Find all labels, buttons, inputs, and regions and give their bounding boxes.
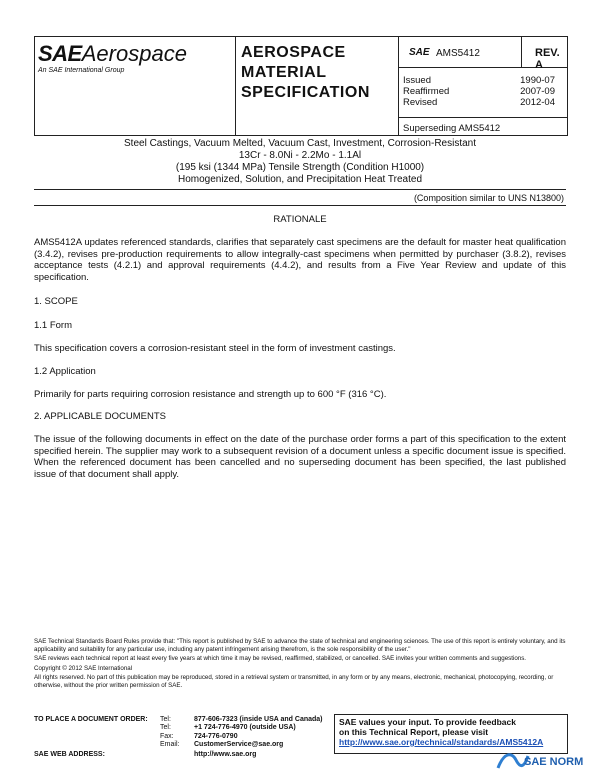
footer-rules: SAE Technical Standards Board Rules provide that: "This report is published by SAE to advance the state of technical and engineering sciences. The use of this report is entirely voluntary, and its applicability and suitability for any particular use, including any patent infringement arising therefrom, is the sole responsibility of the user."	[34, 638, 566, 653]
date-value: 1990-07	[520, 75, 555, 86]
footer-copyright: Copyright © 2012 SAE International	[34, 664, 133, 672]
email-label: Email:	[160, 741, 180, 749]
date-label: Revised	[403, 97, 438, 108]
footer-review: SAE reviews each technical report at least every five years at which time it may be revised, reaffirmed, stabilized, or cancelled. SAE invites your written comments and suggestions.	[34, 655, 527, 663]
date-label: Issued	[403, 75, 431, 86]
form-text: This specification covers a corrosion-resistant steel in the form of investment castings.	[34, 343, 396, 354]
feedback-line-2: on this Technical Report, please visit	[339, 727, 489, 737]
document-number: AMS5412	[436, 48, 480, 59]
spec-title-line-2: 13Cr - 8.0Ni - 2.2Mo - 1.1Al	[238, 150, 362, 161]
rationale-heading: RATIONALE	[273, 214, 327, 225]
fax-label: Fax:	[160, 732, 174, 740]
spec-title-line-1: Steel Castings, Vacuum Melted, Vacuum Cast, Investment, Corrosion-Resistant	[124, 138, 476, 149]
fax-value: 724-776-0790	[194, 732, 238, 740]
rationale-text: AMS5412A updates referenced standards, clarifies that separately cast specimens are the default for master heat qualification (3.4.2), revises pre-production requirements to allow integrally-cast specimens when permitted by purchaser (3.8.2), revises acceptance tests (4.2.1) and approval requirements (4.4.2), and results from a Five Year Review and update of this specification.	[34, 237, 566, 283]
specification-title	[34, 138, 566, 186]
scope-heading: 1. SCOPE	[34, 296, 78, 307]
composition-note: (Composition similar to UNS N13800)	[413, 193, 564, 203]
tel-label: Tel:	[160, 716, 171, 723]
web-label: SAE WEB ADDRESS:	[34, 751, 105, 758]
web-value[interactable]: http://www.sae.org	[194, 751, 257, 758]
applicable-documents-heading: 2. APPLICABLE DOCUMENTS	[34, 411, 166, 422]
order-label: TO PLACE A DOCUMENT ORDER:	[34, 716, 148, 723]
sae-aerospace-logo	[38, 41, 234, 74]
superseding-note: Superseding AMS5412	[403, 123, 501, 134]
application-text: Primarily for parts requiring corrosion resistance and strength up to 600 °F (316 °C).	[34, 389, 387, 400]
spec-title-line-4: Homogenized, Solution, and Precipitation Heat Treated	[177, 174, 423, 185]
document-type-title	[241, 43, 391, 103]
feedback-link[interactable]: http://www.sae.org/technical/standards/AMS5412A	[339, 737, 544, 747]
date-revised	[403, 97, 557, 108]
title-divider	[34, 189, 566, 190]
sae-norm-logo-icon	[494, 748, 584, 774]
application-heading: 1.2 Application	[34, 366, 96, 377]
logo-group: An SAE International Group	[38, 67, 125, 74]
logo-sae: SAE	[38, 41, 82, 66]
footer-rights: All rights reserved. No part of this publication may be reproduced, stored in a retrieval system or transmitted, in any form or by any means, electronic, mechanical, photocopying, recording, or otherwise, without the prior written permission of SAE.	[34, 674, 554, 689]
revision-label: REV. A	[535, 47, 560, 71]
sae-norm-watermark	[494, 748, 584, 774]
logo-aerospace: Aerospace	[81, 41, 187, 66]
spec-title-line-3: (195 ksi (1344 MPa) Tensile Strength (Condition H1000)	[175, 162, 425, 173]
date-reaffirmed	[403, 86, 557, 97]
sae-mark: SAE	[409, 47, 430, 58]
document-dates	[403, 75, 557, 108]
tel-value[interactable]: 877-606-7323 (inside USA and Canada)	[194, 716, 323, 723]
date-value: 2007-09	[520, 86, 555, 97]
title-line-1: AEROSPACE	[241, 44, 346, 61]
date-value: 2012-04	[520, 97, 555, 108]
document-header	[34, 36, 568, 136]
watermark-text: SAE NORM	[524, 756, 584, 768]
applicable-documents-text: The issue of the following documents in effect on the date of the purchase order forms a part of this specification to the extent specified herein. The supplier may work to a subsequent revision of a document unless a specific document issue is specified. When the referenced document has been cancelled and no superseding document has been specified, the last published issue of that document shall apply.	[34, 434, 566, 480]
date-issued	[403, 75, 557, 86]
tel2-value[interactable]: +1 724-776-4970 (outside USA)	[194, 724, 296, 732]
footer-legal	[34, 638, 566, 692]
tel2-label: Tel:	[160, 724, 171, 732]
title-line-2: MATERIAL	[241, 64, 327, 81]
title-line-3: SPECIFICATION	[241, 84, 370, 101]
feedback-line-1: SAE values your input. To provide feedback	[339, 717, 516, 727]
date-label: Reaffirmed	[403, 86, 450, 97]
email-value[interactable]: CustomerService@sae.org	[194, 741, 284, 749]
form-heading: 1.1 Form	[34, 320, 73, 331]
